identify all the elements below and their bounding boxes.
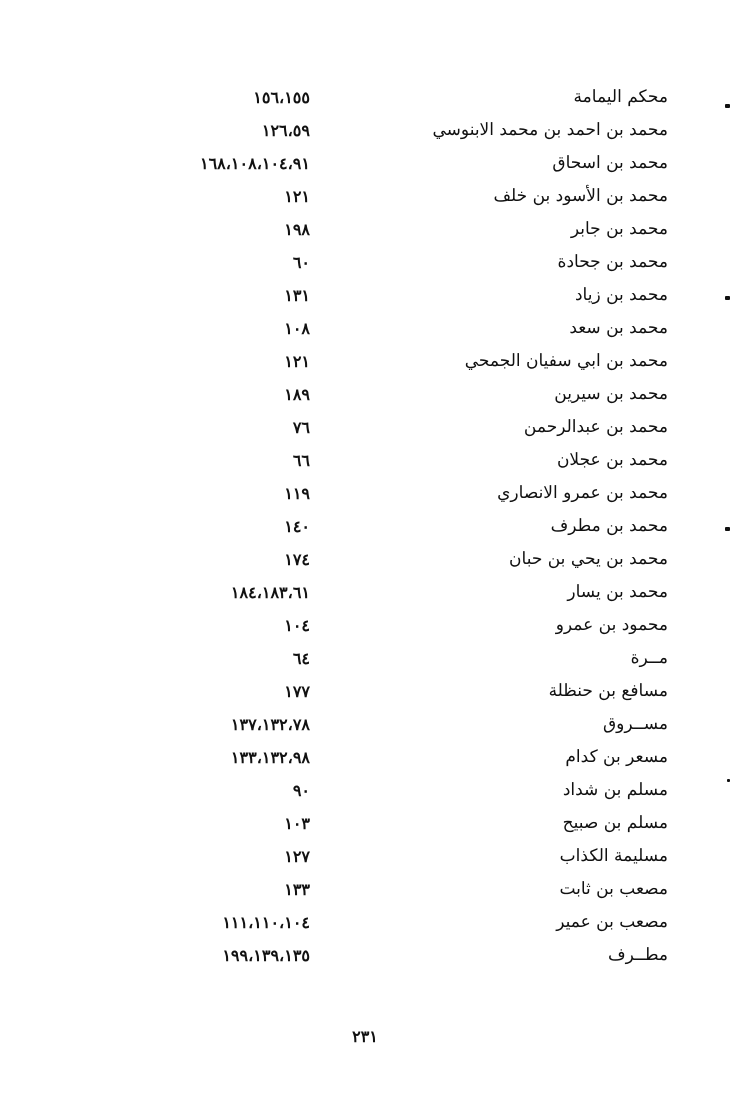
index-entry bbox=[0, 180, 730, 213]
index-entry bbox=[0, 873, 730, 906]
index-entry bbox=[0, 708, 730, 741]
index-entry bbox=[0, 840, 730, 873]
entry-page-numbers: ١٢٦،٥٩ bbox=[261, 121, 310, 140]
index-entry bbox=[0, 114, 730, 147]
entry-name: مصعب بن ثابت bbox=[559, 879, 668, 899]
entry-page-numbers: ١٢٧ bbox=[284, 847, 310, 866]
entry-name: محمد بن زياد bbox=[574, 285, 668, 305]
entry-name: محمد بن سيرين bbox=[554, 384, 668, 404]
index-entry bbox=[0, 279, 730, 312]
entry-page-numbers: ٦٦ bbox=[292, 451, 310, 470]
entry-page-numbers: ١٠٣ bbox=[284, 814, 310, 833]
entry-name: محمد بن عجلان bbox=[556, 450, 668, 470]
index-entry bbox=[0, 543, 730, 576]
entry-name: محمد بن عمرو الانصاري bbox=[497, 483, 668, 503]
index-entry bbox=[0, 444, 730, 477]
index-entry bbox=[0, 312, 730, 345]
index-entry bbox=[0, 213, 730, 246]
entry-name: محمد بن يسار bbox=[567, 582, 668, 602]
entry-name: محمد بن عبدالرحمن bbox=[523, 417, 668, 437]
entry-page-numbers: ١٧٤ bbox=[284, 550, 310, 569]
entry-name: محمد بن احمد بن محمد الابنوسي bbox=[432, 120, 668, 140]
entry-page-numbers: ١١١،١١٠،١٠٤ bbox=[222, 913, 310, 932]
index-entry bbox=[0, 576, 730, 609]
entry-name: مطــرف bbox=[607, 945, 668, 965]
index-entry bbox=[0, 741, 730, 774]
index-entry bbox=[0, 246, 730, 279]
name-index-list bbox=[0, 81, 730, 972]
entry-page-numbers: ١٨٤،١٨٣،٦١ bbox=[230, 583, 310, 602]
entry-page-numbers: ١٩٨ bbox=[284, 220, 310, 239]
entry-name: مــرة bbox=[630, 648, 668, 668]
page-number: ٢٣١ bbox=[352, 1027, 378, 1046]
entry-name: محمد بن الأسود بن خلف bbox=[493, 186, 668, 206]
entry-page-numbers: ١٢١ bbox=[284, 352, 310, 371]
index-entry bbox=[0, 477, 730, 510]
entry-name: محمد بن اسحاق bbox=[552, 153, 668, 173]
index-entry bbox=[0, 906, 730, 939]
entry-name: مسعر بن كدام bbox=[565, 747, 668, 767]
entry-name: مسلم بن شداد bbox=[562, 780, 668, 800]
index-entry bbox=[0, 510, 730, 543]
index-entry bbox=[0, 939, 730, 972]
entry-name: محمد بن سعد bbox=[569, 318, 668, 338]
entry-name: محمد بن ابي سفيان الجمحي bbox=[464, 351, 668, 371]
entry-name: محمد بن جحادة bbox=[557, 252, 668, 272]
entry-page-numbers: ١٣٣،١٣٢،٩٨ bbox=[230, 748, 310, 767]
entry-page-numbers: ٦٤ bbox=[292, 649, 310, 668]
entry-page-numbers: ٩٠ bbox=[292, 781, 310, 800]
entry-page-numbers: ١٠٨ bbox=[284, 319, 310, 338]
entry-name: مسلم بن صبيح bbox=[562, 813, 668, 833]
index-entry bbox=[0, 147, 730, 180]
entry-page-numbers: ١٦٨،١٠٨،١٠٤،٩١ bbox=[199, 154, 310, 173]
index-entry bbox=[0, 345, 730, 378]
index-entry bbox=[0, 675, 730, 708]
index-entry bbox=[0, 378, 730, 411]
index-entry bbox=[0, 609, 730, 642]
entry-name: مســروق bbox=[602, 714, 668, 734]
index-entry bbox=[0, 642, 730, 675]
index-entry bbox=[0, 774, 730, 807]
entry-name: محمد بن جابر bbox=[570, 219, 668, 239]
entry-page-numbers: ١٠٤ bbox=[284, 616, 310, 635]
entry-page-numbers: ١١٩ bbox=[284, 484, 310, 503]
entry-page-numbers: ١٣٣ bbox=[284, 880, 310, 899]
entry-name: محكم اليمامة bbox=[573, 87, 668, 107]
entry-name: مصعب بن عمير bbox=[556, 912, 668, 932]
entry-page-numbers: ١٢١ bbox=[284, 187, 310, 206]
entry-name: محمد بن مطرف bbox=[550, 516, 668, 536]
entry-page-numbers: ١٩٩،١٣٩،١٣٥ bbox=[222, 946, 310, 965]
entry-page-numbers: ٦٠ bbox=[292, 253, 310, 272]
entry-name: مسافع بن حنظلة bbox=[548, 681, 668, 701]
entry-page-numbers: ٧٦ bbox=[292, 418, 310, 437]
entry-name: محمد بن يحي بن حبان bbox=[509, 549, 668, 569]
index-entry bbox=[0, 81, 730, 114]
entry-page-numbers: ١٧٧ bbox=[284, 682, 310, 701]
entry-page-numbers: ١٣٧،١٣٢،٧٨ bbox=[230, 715, 310, 734]
index-entry bbox=[0, 807, 730, 840]
index-entry bbox=[0, 411, 730, 444]
entry-page-numbers: ١٥٦،١٥٥ bbox=[253, 88, 310, 107]
entry-page-numbers: ١٤٠ bbox=[284, 517, 310, 536]
entry-page-numbers: ١٨٩ bbox=[284, 385, 310, 404]
entry-name: محمود بن عمرو bbox=[555, 615, 668, 635]
entry-name: مسليمة الكذاب bbox=[559, 846, 668, 866]
entry-page-numbers: ١٣١ bbox=[284, 286, 310, 305]
